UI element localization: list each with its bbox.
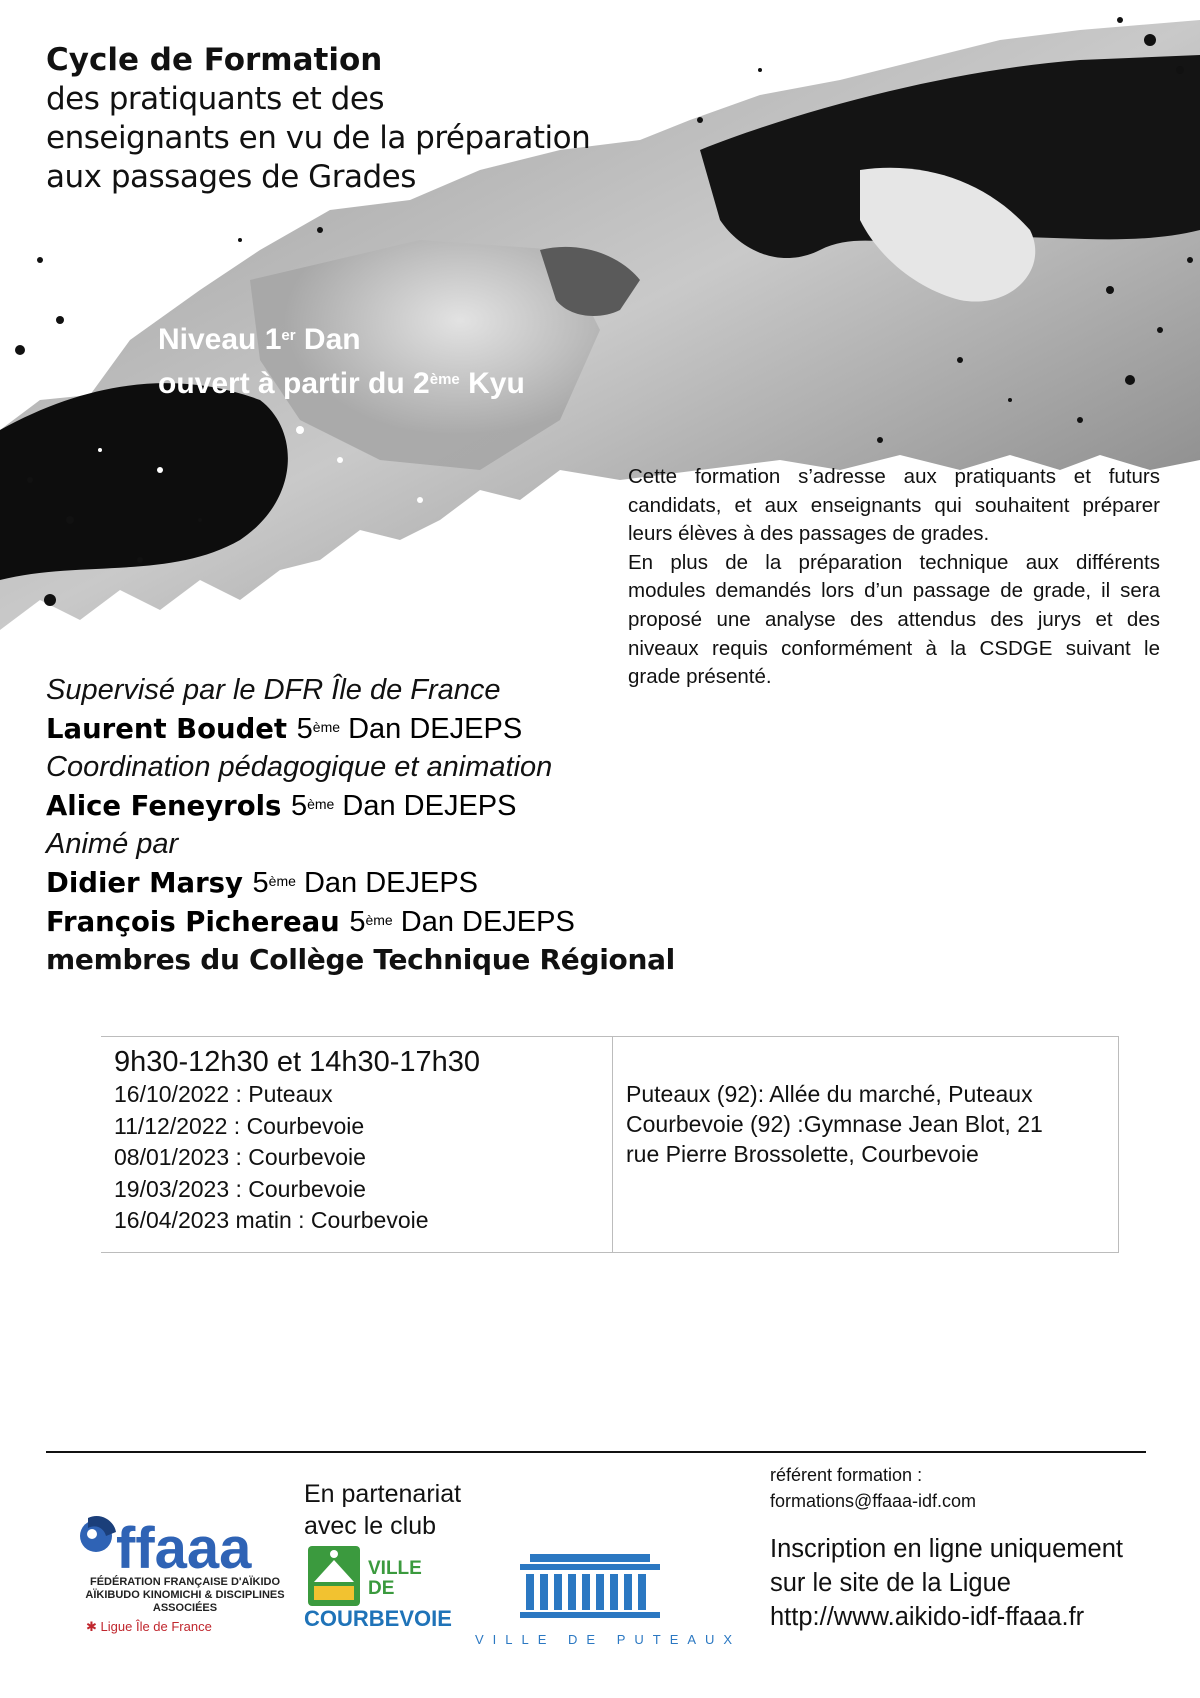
grade: [253, 867, 479, 899]
person-name: Alice Feneyrols: [46, 789, 291, 822]
prerequisite-text: ouvert à partir du 2: [158, 367, 430, 400]
grade-number: 5: [252, 866, 269, 899]
grade-number: 5: [290, 789, 308, 822]
grade-number: 5: [349, 905, 366, 938]
person-name: Didier Marsy: [46, 866, 253, 899]
person-didier-marsy: [46, 864, 746, 903]
grade-suffix: Dan DEJEPS: [392, 905, 575, 938]
places-cell: [613, 1037, 1119, 1253]
grade-superscript: ème: [307, 795, 335, 812]
puteaux-logo-text: VILLE DE PUTEAUX: [475, 1632, 742, 1647]
puteaux-logo: [475, 1554, 750, 1654]
level-line-1: [158, 318, 638, 362]
place-line: rue Pierre Brossolette, Courbevoie: [626, 1141, 979, 1167]
grade-superscript: ème: [312, 718, 341, 735]
schedule-table: [101, 1036, 1119, 1253]
referent-label: référent formation :: [770, 1465, 923, 1485]
college-technique: membres du Collège Technique Régional: [46, 943, 675, 977]
ligue-text: Ligue Île de France: [100, 1619, 212, 1634]
referent-email-link[interactable]: formations@ffaaa-idf.com: [770, 1491, 977, 1511]
title-block: [46, 40, 646, 197]
description-paragraph-1: Cette formation s’adresse aux pratiquants et futurs candidats, et aux enseignants qui souhaitent préparer leurs élèves à des passages de grades.: [628, 465, 1160, 546]
grade-superscript: ème: [365, 911, 393, 928]
date-item: 08/01/2023 : Courbevoie: [114, 1144, 366, 1170]
ffaaa-caption-line-2: AÏKIBUDO KINOMICHI & DISCIPLINES ASSOCIÉES: [85, 1589, 285, 1614]
courbevoie-logo-line-2: DE: [368, 1578, 395, 1599]
grade: [349, 906, 575, 938]
prerequisite-superscript: ème: [429, 371, 460, 388]
partner-line-1: En partenariat: [304, 1480, 462, 1508]
subtitle-line-1: des pratiquants et des: [46, 81, 385, 117]
role-supervision: Supervisé par le DFR Île de France: [46, 674, 501, 706]
footer-divider: [46, 1451, 1146, 1453]
grade-number: 5: [296, 712, 313, 745]
prerequisite-text-suffix: Kyu: [459, 367, 525, 400]
courbevoie-logo-line-1: VILLE: [368, 1558, 422, 1579]
grade: [297, 713, 523, 745]
session-hours: 9h30-12h30 et 14h30-17h30: [114, 1046, 481, 1078]
grade-suffix: Dan DEJEPS: [295, 866, 479, 899]
ffaaa-logo-text: ffaaa: [116, 1516, 252, 1581]
inscription-block: [770, 1532, 1190, 1634]
person-name: Laurent Boudet: [46, 712, 297, 745]
grade-superscript: ème: [268, 872, 296, 889]
table-row: [101, 1037, 1119, 1253]
date-item: 16/04/2023 matin : Courbevoie: [114, 1207, 429, 1233]
courbevoie-logo-line-3: COURBEVOIE: [304, 1606, 452, 1631]
subtitle-line-3: aux passages de Grades: [46, 159, 416, 195]
place-line: Courbevoie (92) :Gymnase Jean Blot, 21: [626, 1111, 1043, 1137]
staff-block: [46, 671, 746, 980]
person-laurent-boudet: [46, 710, 746, 749]
date-item: 16/10/2022 : Puteaux: [114, 1081, 333, 1107]
ffaaa-caption: [70, 1576, 300, 1615]
grade: [291, 790, 517, 822]
grade-suffix: Dan DEJEPS: [334, 789, 517, 822]
ffaaa-logo: [70, 1510, 280, 1635]
ffaaa-caption-line-1: FÉDÉRATION FRANÇAISE D'AÏKIDO: [89, 1576, 281, 1588]
date-item: 11/12/2022 : Courbevoie: [114, 1112, 365, 1139]
description-block: [628, 463, 1160, 692]
role-coordination: Coordination pédagogique et animation: [46, 751, 553, 784]
grade-suffix: Dan DEJEPS: [340, 712, 523, 745]
person-francois-pichereau: [46, 903, 746, 942]
subtitle-line-2: enseignants en vu de la préparation: [46, 120, 591, 156]
partner-text: [304, 1478, 461, 1542]
level-superscript: er: [281, 327, 296, 344]
description-paragraph-2: En plus de la préparation technique aux différents modules demandés lors d’un passage de grade, il sera proposé une analyse des attendus des jurys et des niveaux requis conformément à la CSDGE suivant le grade présenté.: [628, 550, 1160, 689]
dates-cell: [101, 1037, 613, 1253]
level-block: [158, 318, 638, 406]
courbevoie-logo: [304, 1544, 464, 1654]
page-title: Cycle de Formation: [46, 42, 383, 78]
date-item: 19/03/2023 : Courbevoie: [114, 1175, 366, 1202]
partner-line-2: avec le club: [304, 1512, 437, 1540]
contact-block: [770, 1462, 1190, 1634]
inscription-line-2: sur le site de la Ligue: [770, 1569, 1011, 1597]
level-text: Niveau 1: [158, 323, 282, 356]
league-website-link[interactable]: http://www.aikido-idf-ffaaa.fr: [770, 1603, 1085, 1631]
ligue-label: [86, 1619, 212, 1635]
level-text-suffix: Dan: [295, 323, 361, 356]
person-alice-feneyrols: [46, 787, 746, 826]
place-line: Puteaux (92): Allée du marché, Puteaux: [626, 1081, 1033, 1107]
star-icon: ✱: [86, 1619, 97, 1634]
inscription-line-1: Inscription en ligne uniquement: [770, 1535, 1123, 1563]
role-animation: Animé par: [46, 828, 179, 861]
level-line-2: [158, 362, 638, 406]
person-name: François Pichereau: [46, 905, 350, 938]
